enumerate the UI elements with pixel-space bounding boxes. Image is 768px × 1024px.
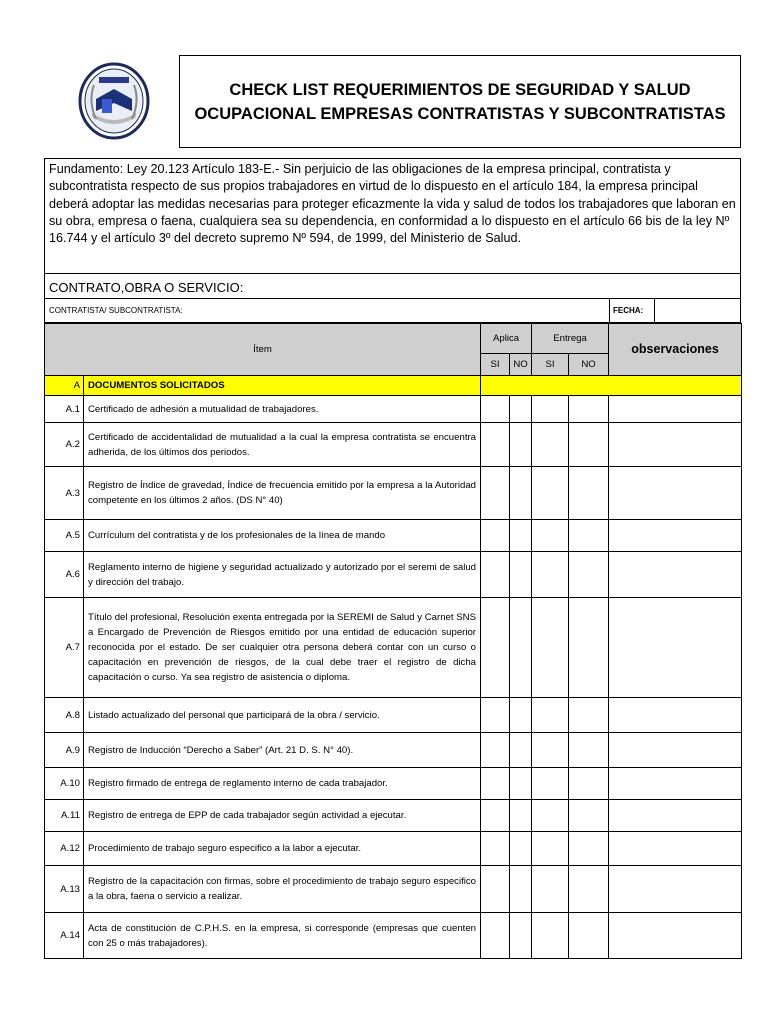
- entrega-no-cell[interactable]: [569, 598, 609, 698]
- aplica-no-cell[interactable]: [510, 832, 532, 866]
- item-text: Reglamento interno de higiene y seguridad actualizado y autorizado por el seremi de salud y dirección del trabajo.: [84, 552, 481, 598]
- item-text: Registro firmado de entrega de reglamento interno de cada trabajador.: [84, 768, 481, 800]
- aplica-header: Aplica: [481, 324, 532, 354]
- entrega-no-cell[interactable]: [569, 866, 609, 913]
- aplica-si-cell[interactable]: [481, 467, 510, 520]
- observaciones-cell[interactable]: [609, 800, 742, 832]
- aplica-si-header: SI: [481, 354, 510, 376]
- observaciones-cell[interactable]: [609, 866, 742, 913]
- table-row: [45, 552, 742, 598]
- item-code: A.8: [45, 698, 84, 733]
- aplica-no-cell[interactable]: [510, 520, 532, 552]
- item-text: Registro de Índice de gravedad, Índice de frecuencia emitido por la empresa a la Autoridad competente en los últimos 2 años. (DS N° 40): [84, 467, 481, 520]
- entrega-si-cell[interactable]: [532, 423, 569, 467]
- checklist-table: [44, 323, 742, 959]
- fecha-input[interactable]: [655, 299, 741, 322]
- aplica-no-cell[interactable]: [510, 913, 532, 959]
- aplica-no-cell[interactable]: [510, 423, 532, 467]
- item-text: Registro de la capacitación con firmas, sobre el procedimiento de trabajo seguro especifico a la obra, faena o servicio a realizar.: [84, 866, 481, 913]
- entrega-no-cell[interactable]: [569, 768, 609, 800]
- item-text: Título del profesional, Resolución exenta entregada por la SEREMI de Salud y Carnet SNS a Encargado de Prevención de Riesgos emitido por una entidad de educación superior reconocida por el estado. De ser cualquier otra persona deberá contar con un curso o capacitación en prevención de riesgos, de la cual debe traer el registro de dicha capacitación o curso. Ya sea registro de asistencia o diploma.: [84, 598, 481, 698]
- aplica-si-cell[interactable]: [481, 423, 510, 467]
- entrega-no-cell[interactable]: [569, 698, 609, 733]
- observaciones-cell[interactable]: [609, 913, 742, 959]
- entrega-si-cell[interactable]: [532, 913, 569, 959]
- observaciones-cell[interactable]: [609, 768, 742, 800]
- table-row: [45, 866, 742, 913]
- aplica-si-cell[interactable]: [481, 733, 510, 768]
- aplica-no-cell[interactable]: [510, 467, 532, 520]
- observaciones-cell[interactable]: [609, 423, 742, 467]
- contratista-label: CONTRATISTA/ SUBCONTRATISTA:: [49, 306, 183, 315]
- table-row: [45, 832, 742, 866]
- aplica-si-cell[interactable]: [481, 866, 510, 913]
- entrega-si-cell[interactable]: [532, 866, 569, 913]
- entrega-no-cell[interactable]: [569, 396, 609, 423]
- item-header: Ítem: [45, 324, 481, 376]
- table-row: [45, 423, 742, 467]
- entrega-no-cell[interactable]: [569, 520, 609, 552]
- entrega-si-cell[interactable]: [532, 768, 569, 800]
- entrega-si-cell[interactable]: [532, 598, 569, 698]
- item-text: Registro de Inducción “Derecho a Saber” (Art. 21 D. S. N° 40).: [84, 733, 481, 768]
- observaciones-cell[interactable]: [609, 598, 742, 698]
- item-text: Listado actualizado del personal que participará de la obra / servicio.: [84, 698, 481, 733]
- aplica-no-cell[interactable]: [510, 768, 532, 800]
- item-text: Procedimiento de trabajo seguro especifico a la labor a ejecutar.: [84, 832, 481, 866]
- aplica-si-cell[interactable]: [481, 913, 510, 959]
- observaciones-cell[interactable]: [609, 467, 742, 520]
- observaciones-cell[interactable]: [609, 832, 742, 866]
- item-code: A.7: [45, 598, 84, 698]
- aplica-no-cell[interactable]: [510, 866, 532, 913]
- fundamento-text: Fundamento: Ley 20.123 Artículo 183-E.- Sin perjuicio de las obligaciones de la empresa principal, contratista y subcontratista respecto de sus propios trabajadores en virtud de lo dispuesto en el artículo 184, la empresa principal deberá adoptar las medidas necesarias para proteger eficazmente la vida y salud de todos los trabajadores que laboran en su obra, empresa o faena, cualquiera sea su dependencia, en conformidad a lo dispuesto en el artículo 66 bis de la ley Nº 16.744 y el artículo 3º del decreto supremo Nº 594, de 1999, del Ministerio de Salud.: [44, 158, 741, 274]
- entrega-si-cell[interactable]: [532, 520, 569, 552]
- item-text: Acta de constitución de C.P.H.S. en la empresa, si corresponde (empresas que cuenten con 25 o más trabajadores).: [84, 913, 481, 959]
- table-row: [45, 698, 742, 733]
- table-row: [45, 598, 742, 698]
- entrega-header: Entrega: [532, 324, 609, 354]
- aplica-si-cell[interactable]: [481, 520, 510, 552]
- item-code: A.13: [45, 866, 84, 913]
- fecha-label: FECHA:: [609, 299, 655, 322]
- item-code: A.10: [45, 768, 84, 800]
- item-text: Currículum del contratista y de los profesionales de la línea de mando: [84, 520, 481, 552]
- item-text: Certificado de adhesión a mutualidad de trabajadores.: [84, 396, 481, 423]
- entrega-si-cell[interactable]: [532, 733, 569, 768]
- item-code: A.14: [45, 913, 84, 959]
- aplica-si-cell[interactable]: [481, 552, 510, 598]
- entrega-no-cell[interactable]: [569, 832, 609, 866]
- table-row: [45, 520, 742, 552]
- aplica-no-header: NO: [510, 354, 532, 376]
- aplica-si-cell[interactable]: [481, 598, 510, 698]
- item-code: A.2: [45, 423, 84, 467]
- entrega-no-cell[interactable]: [569, 552, 609, 598]
- entrega-si-header: SI: [532, 354, 569, 376]
- entrega-si-cell[interactable]: [532, 698, 569, 733]
- item-text: Certificado de accidentalidad de mutualidad a la cual la empresa contratista se encuentra adherida, de los últimos dos periodos.: [84, 423, 481, 467]
- observaciones-cell[interactable]: [609, 698, 742, 733]
- observaciones-cell[interactable]: [609, 520, 742, 552]
- item-text: Registro de entrega de EPP de cada trabajador según actividad a ejecutar.: [84, 800, 481, 832]
- aplica-si-cell[interactable]: [481, 832, 510, 866]
- title-line-2: OCUPACIONAL EMPRESAS CONTRATISTAS Y SUBCONTRATISTAS: [194, 104, 726, 123]
- document-title: [179, 55, 741, 148]
- aplica-no-cell[interactable]: [510, 800, 532, 832]
- table-row: [45, 768, 742, 800]
- table-row: [45, 800, 742, 832]
- item-code: A.12: [45, 832, 84, 866]
- entrega-no-cell[interactable]: [569, 467, 609, 520]
- aplica-si-cell[interactable]: [481, 800, 510, 832]
- entrega-no-cell[interactable]: [569, 800, 609, 832]
- table-row: [45, 913, 742, 959]
- entrega-si-cell[interactable]: [532, 467, 569, 520]
- aplica-no-cell[interactable]: [510, 598, 532, 698]
- contrato-label: CONTRATO,OBRA O SERVICIO:: [49, 280, 244, 295]
- aplica-no-cell[interactable]: [510, 733, 532, 768]
- item-code: A.11: [45, 800, 84, 832]
- aplica-no-cell[interactable]: [510, 552, 532, 598]
- logo-area: [44, 55, 179, 148]
- item-code: A.9: [45, 733, 84, 768]
- aplica-no-cell[interactable]: [510, 698, 532, 733]
- aplica-si-cell[interactable]: [481, 768, 510, 800]
- aplica-no-cell[interactable]: [510, 396, 532, 423]
- section-code: A: [45, 376, 84, 396]
- observaciones-cell[interactable]: [609, 552, 742, 598]
- contrato-field[interactable]: [44, 274, 741, 299]
- table-row: [45, 733, 742, 768]
- entrega-no-cell[interactable]: [569, 913, 609, 959]
- table-row: [45, 467, 742, 520]
- entrega-no-cell[interactable]: [569, 733, 609, 768]
- item-code: A.6: [45, 552, 84, 598]
- title-line-1: CHECK LIST REQUERIMIENTOS DE SEGURIDAD Y SALUD: [229, 80, 691, 99]
- institution-logo: [44, 55, 179, 148]
- aplica-si-cell[interactable]: [481, 698, 510, 733]
- aplica-si-cell[interactable]: [481, 396, 510, 423]
- item-code: A.3: [45, 467, 84, 520]
- entrega-si-cell[interactable]: [532, 552, 569, 598]
- entrega-no-header: NO: [569, 354, 609, 376]
- observaciones-cell[interactable]: [609, 396, 742, 423]
- section-row: [45, 376, 742, 396]
- entrega-si-cell[interactable]: [532, 396, 569, 423]
- contratista-row: [44, 299, 741, 323]
- entrega-no-cell[interactable]: [569, 423, 609, 467]
- entrega-si-cell[interactable]: [532, 800, 569, 832]
- observaciones-cell[interactable]: [609, 733, 742, 768]
- item-code: A.1: [45, 396, 84, 423]
- observaciones-header: observaciones: [609, 324, 742, 376]
- entrega-si-cell[interactable]: [532, 832, 569, 866]
- item-code: A.5: [45, 520, 84, 552]
- table-row: [45, 396, 742, 423]
- section-title: DOCUMENTOS SOLICITADOS: [84, 376, 481, 396]
